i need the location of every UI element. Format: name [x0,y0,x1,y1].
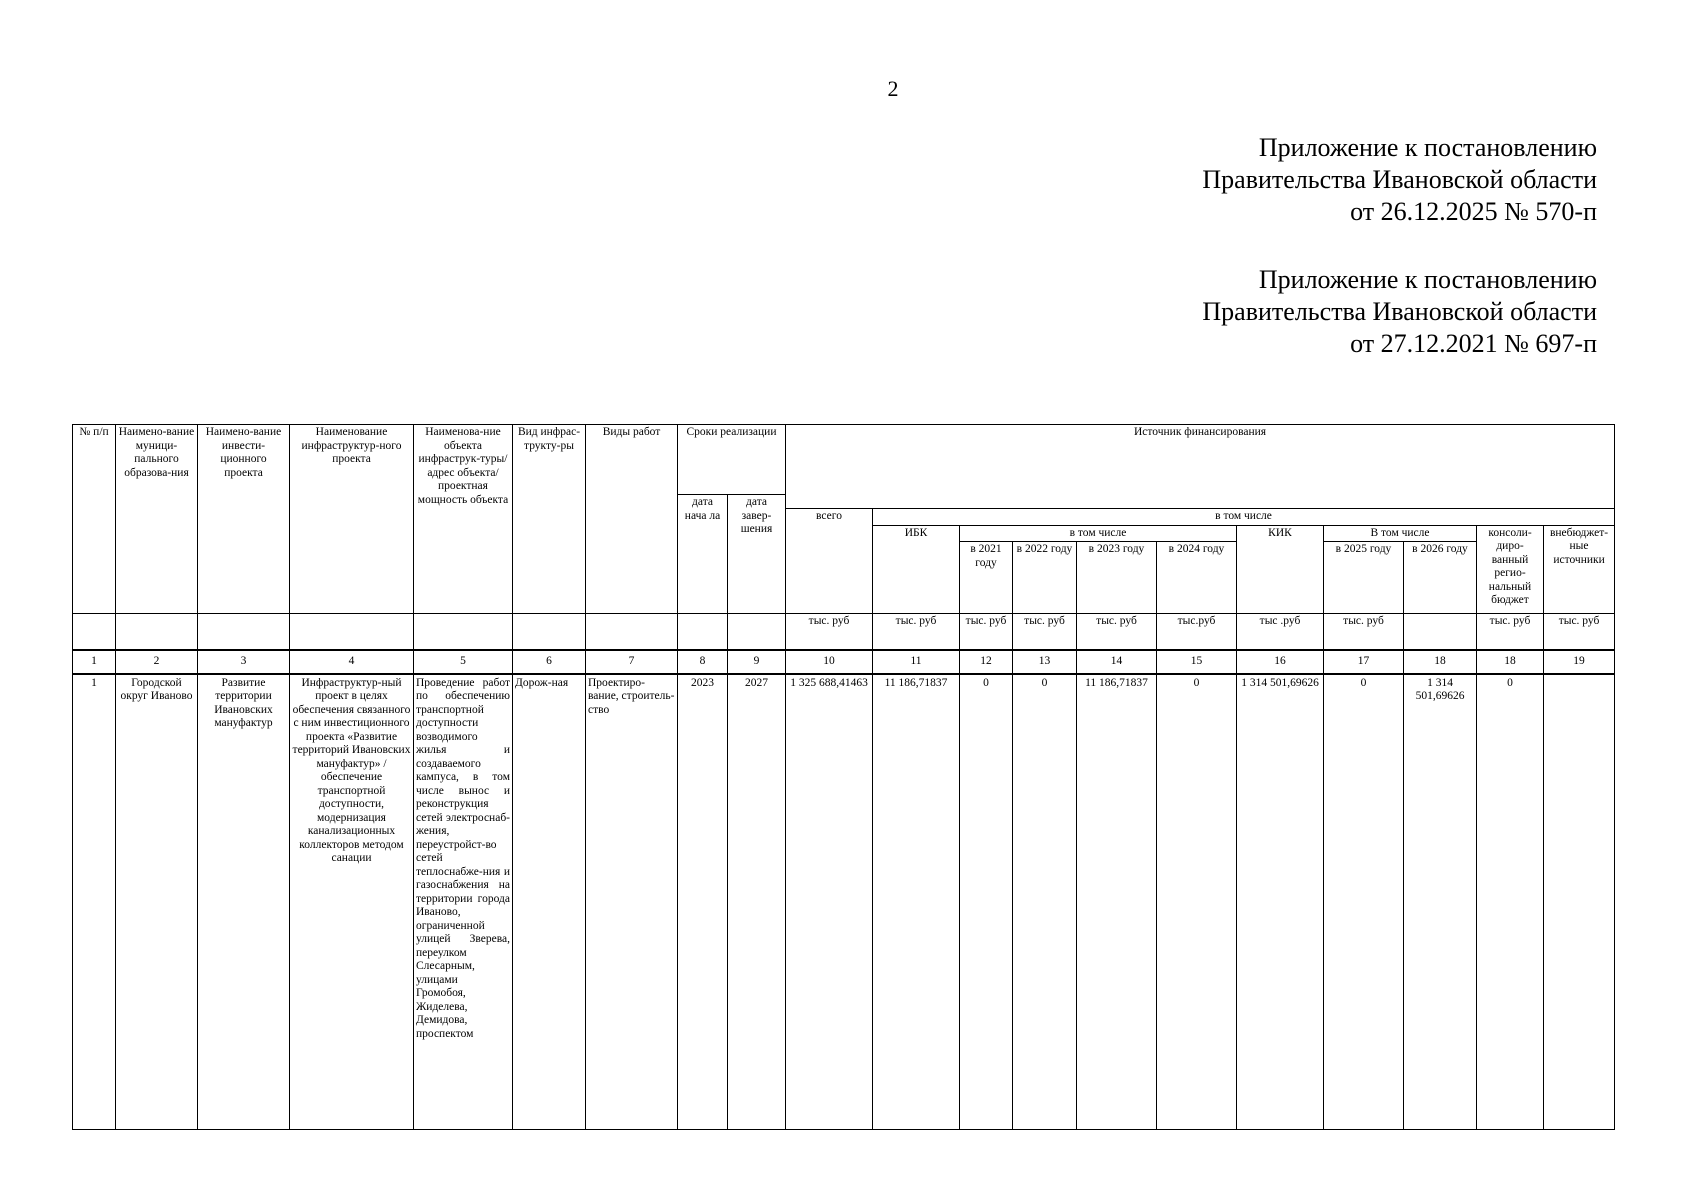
blank-cell [678,614,728,650]
column-number: 2 [116,650,198,674]
column-number: 16 [1237,650,1324,674]
cell-ibk: 11 186,71837 [873,674,960,1130]
header-end-date: дата завер-шения [728,495,786,614]
appendix-table [72,424,1615,1130]
header-col-object: Наименова-ние объекта инфраструк-туры/адрес объекта/ проектная мощность объекта [414,425,513,614]
blank-cell [586,614,678,650]
unit-2026 [1404,614,1477,650]
column-number: 8 [678,650,728,674]
cell-kik: 1 314 501,69626 [1237,674,1324,1130]
cell-total: 1 325 688,41463 [786,674,873,1130]
cell-2022: 0 [1013,674,1077,1130]
unit-2023: тыс. руб [1077,614,1157,650]
header-year-2022: в 2022 году [1013,542,1077,614]
header-financing-source: Источник финансирования [786,425,1615,509]
cell-consolidated: 0 [1477,674,1544,1130]
cell-infra-type: Дорож-ная [513,674,586,1130]
column-number: 10 [786,650,873,674]
column-number: 7 [586,650,678,674]
header-year-2021: в 2021 году [960,542,1013,614]
unit-2021: тыс. руб [960,614,1013,650]
column-number: 3 [198,650,290,674]
column-number: 6 [513,650,586,674]
header-current-line2: Правительства Ивановской области [1202,165,1597,194]
cell-2021: 0 [960,674,1013,1130]
header-year-2023: в 2023 году [1077,542,1157,614]
cell-investment-project: Развитие территории Ивановских мануфактур [198,674,290,1130]
unit-total: тыс. руб [786,614,873,650]
cell-infrastructure-project: Инфраструктур-ный проект в целях обеспечения связанного с ним инвестиционного проекта «Развитие территорий Ивановских мануфактур» / обеспечение транспортной доступности, модернизация канализационных коллекторов методом санации [290,674,414,1130]
blank-cell [73,614,116,650]
header-col-work-types: Виды работ [586,425,678,614]
header-col-infrastructure-project: Наименование инфраструктур-ного проекта [290,425,414,614]
cell-2023: 11 186,71837 [1077,674,1157,1130]
cell-object: Проведение работ по обеспечению транспортной доступности возводимого жилья и создаваемого кампуса, в том числе вынос и реконструкция сетей электроснаб-жения, переустройст-во сетей теплоснабже-ния и газоснабжения на территории города Иваново, ограниченной улицей Зверева, переулком Слесарным, улицами Громобоя, Жиделева, Демидова, проспектом [414,674,513,1130]
header-original-resolution [1202,264,1597,360]
header-start-date: дата нача ла [678,495,728,614]
header-consolidated-budget: консоли-диро-ванный регио-нальный бюджет [1477,525,1544,614]
column-number: 11 [873,650,960,674]
column-number: 9 [728,650,786,674]
header-including: в том числе [873,509,1615,526]
cell-extrabudgetary [1544,674,1615,1130]
column-number: 19 [1544,650,1615,674]
header-current-line3: от 26.12.2025 № 570-п [1350,197,1597,226]
header-year-2025: в 2025 году [1324,542,1404,614]
unit-kik: тыс .руб [1237,614,1324,650]
header-ibk: ИБК [873,525,960,614]
blank-cell [728,614,786,650]
cell-end-year: 2027 [728,674,786,1130]
blank-cell [290,614,414,650]
unit-consolidated: тыс. руб [1477,614,1544,650]
cell-work-types: Проектиро-вание, строитель-ство [586,674,678,1130]
unit-2025: тыс. руб [1324,614,1404,650]
header-extrabudgetary: внебюджет-ные источники [1544,525,1615,614]
column-number: 15 [1157,650,1237,674]
header-current-resolution [1202,132,1597,228]
unit-2024: тыс.руб [1157,614,1237,650]
column-number: 13 [1013,650,1077,674]
blank-cell [116,614,198,650]
header-col-number: № п/п [73,425,116,614]
header-current-line1: Приложение к постановлению [1258,133,1597,162]
header-kik-including: В том числе [1324,525,1477,542]
cell-number: 1 [73,674,116,1130]
column-number: 5 [414,650,513,674]
header-kik: КИК [1237,525,1324,614]
column-number: 14 [1077,650,1157,674]
header-year-2026: в 2026 году [1404,542,1477,614]
header-original-line1: Приложение к постановлению [1258,265,1597,294]
column-number: 12 [960,650,1013,674]
header-original-line2: Правительства Ивановской области [1202,297,1597,326]
header-year-2024: в 2024 году [1157,542,1237,614]
cell-municipality: Городской округ Иваново [116,674,198,1130]
cell-2024: 0 [1157,674,1237,1130]
unit-2022: тыс. руб [1013,614,1077,650]
blank-cell [414,614,513,650]
blank-cell [513,614,586,650]
header-col-investment-project: Наимено-вание инвести-ционного проекта [198,425,290,614]
unit-extrabudgetary: тыс. руб [1544,614,1615,650]
header-col-infra-type: Вид инфрас-трукту-ры [513,425,586,614]
cell-2025: 0 [1324,674,1404,1130]
column-number: 1 [73,650,116,674]
cell-start-year: 2023 [678,674,728,1130]
blank-cell [198,614,290,650]
header-original-line3: от 27.12.2021 № 697-п [1350,329,1597,358]
column-number: 4 [290,650,414,674]
column-number: 18 [1477,650,1544,674]
header-total: всего [786,509,873,614]
page-number: 2 [887,76,899,101]
column-number: 17 [1324,650,1404,674]
cell-2026: 1 314 501,69626 [1404,674,1477,1130]
header-col-municipality: Наимено-вание муници-пального образова-ния [116,425,198,614]
header-terms: Сроки реализации [678,425,786,495]
table-row [73,674,1615,1130]
column-number: 18 [1404,650,1477,674]
header-ibk-including: в том числе [960,525,1237,542]
unit-ibk: тыс. руб [873,614,960,650]
